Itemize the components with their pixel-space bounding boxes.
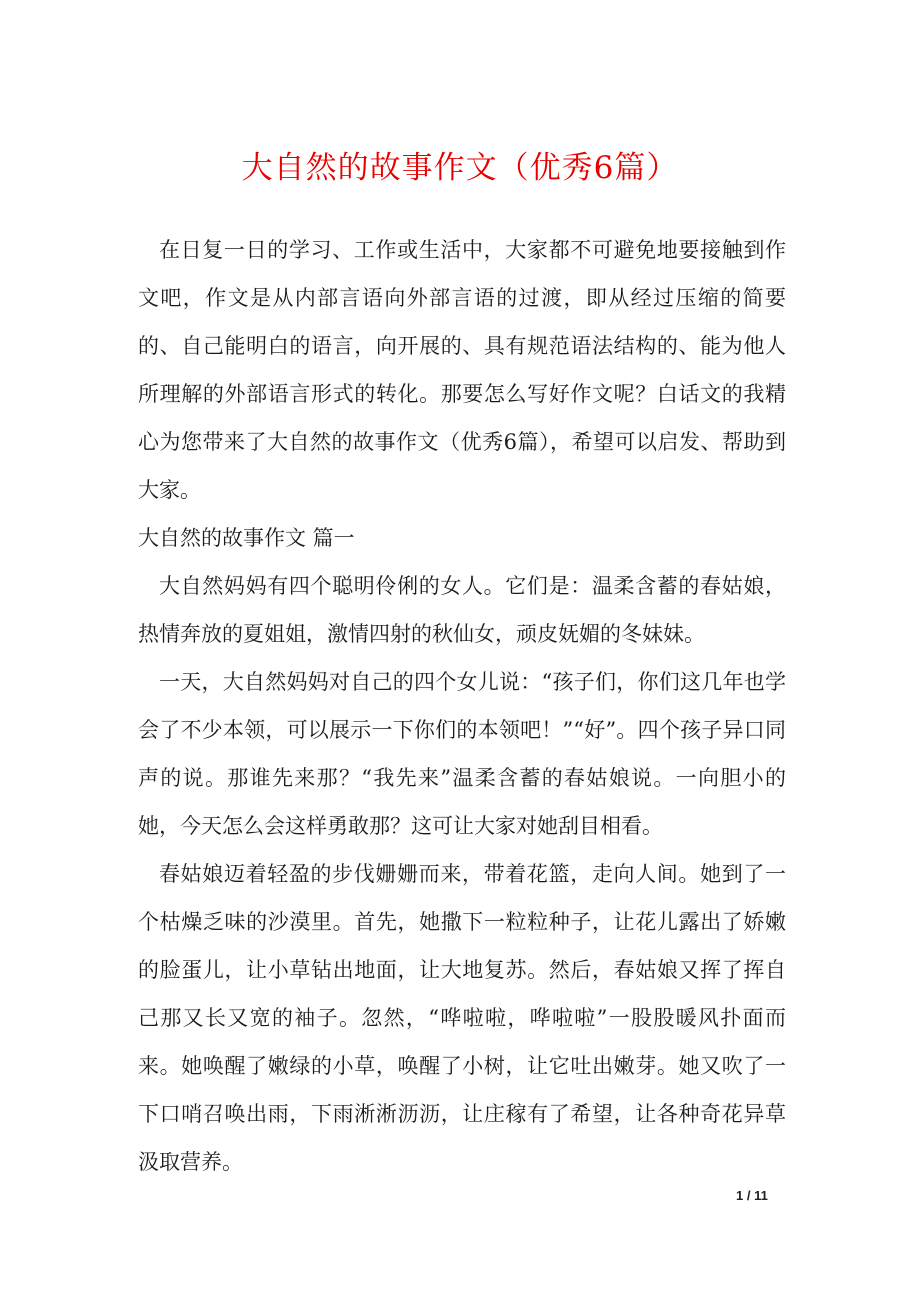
document-title: 大自然的故事作文（优秀6篇） bbox=[241, 150, 679, 186]
section-heading: 大自然的故事作文 篇一 bbox=[138, 526, 355, 550]
body-paragraph-1: 大自然妈妈有四个聪明伶俐的女人。它们是：温柔含蓄的春姑娘，热情奔放的夏姐姐，激情四射的秋仙女，顽皮妩媚的冬妹妹。 bbox=[138, 574, 786, 646]
page-number: 1 / 11 bbox=[736, 1188, 768, 1203]
intro-paragraph: 在日复一日的学习、工作或生活中，大家都不可避免地要接触到作文吧，作文是从内部言语向外部言语的过渡，即从经过压缩的简要的、自己能明白的语言，向开展的、具有规范语法结构的、能为他人所理解的外部语言形式的转化。那要怎么写好作文呢？白话文的我精心为您带来了大自然的故事作文（优秀6篇），希望可以启发、帮助到大家。 bbox=[138, 238, 786, 502]
document-body bbox=[138, 226, 786, 1186]
body-paragraph-2: 一天，大自然妈妈对自己的四个女儿说：“孩子们，你们这几年也学会了不少本领，可以展示一下你们的本领吧！”“好”。四个孩子异口同声的说。那谁先来那？“我先来”温柔含蓄的春姑娘说。一向胆小的她，今天怎么会这样勇敢那？这可让大家对她刮目相看。 bbox=[138, 670, 786, 838]
body-paragraph-3: 春姑娘迈着轻盈的步伐姗姗而来，带着花篮，走向人间。她到了一个枯燥乏味的沙漠里。首先，她撒下一粒粒种子，让花儿露出了娇嫩的脸蛋儿，让小草钻出地面，让大地复苏。然后，春姑娘又挥了挥自己那又长又宽的袖子。忽然，“哗啦啦，哗啦啦”一股股暖风扑面而来。她唤醒了嫩绿的小草，唤醒了小树，让它吐出嫩芽。她又吹了一下口哨召唤出雨，下雨淅淅沥沥，让庄稼有了希望，让各种奇花异草汲取营养。 bbox=[138, 862, 786, 1174]
